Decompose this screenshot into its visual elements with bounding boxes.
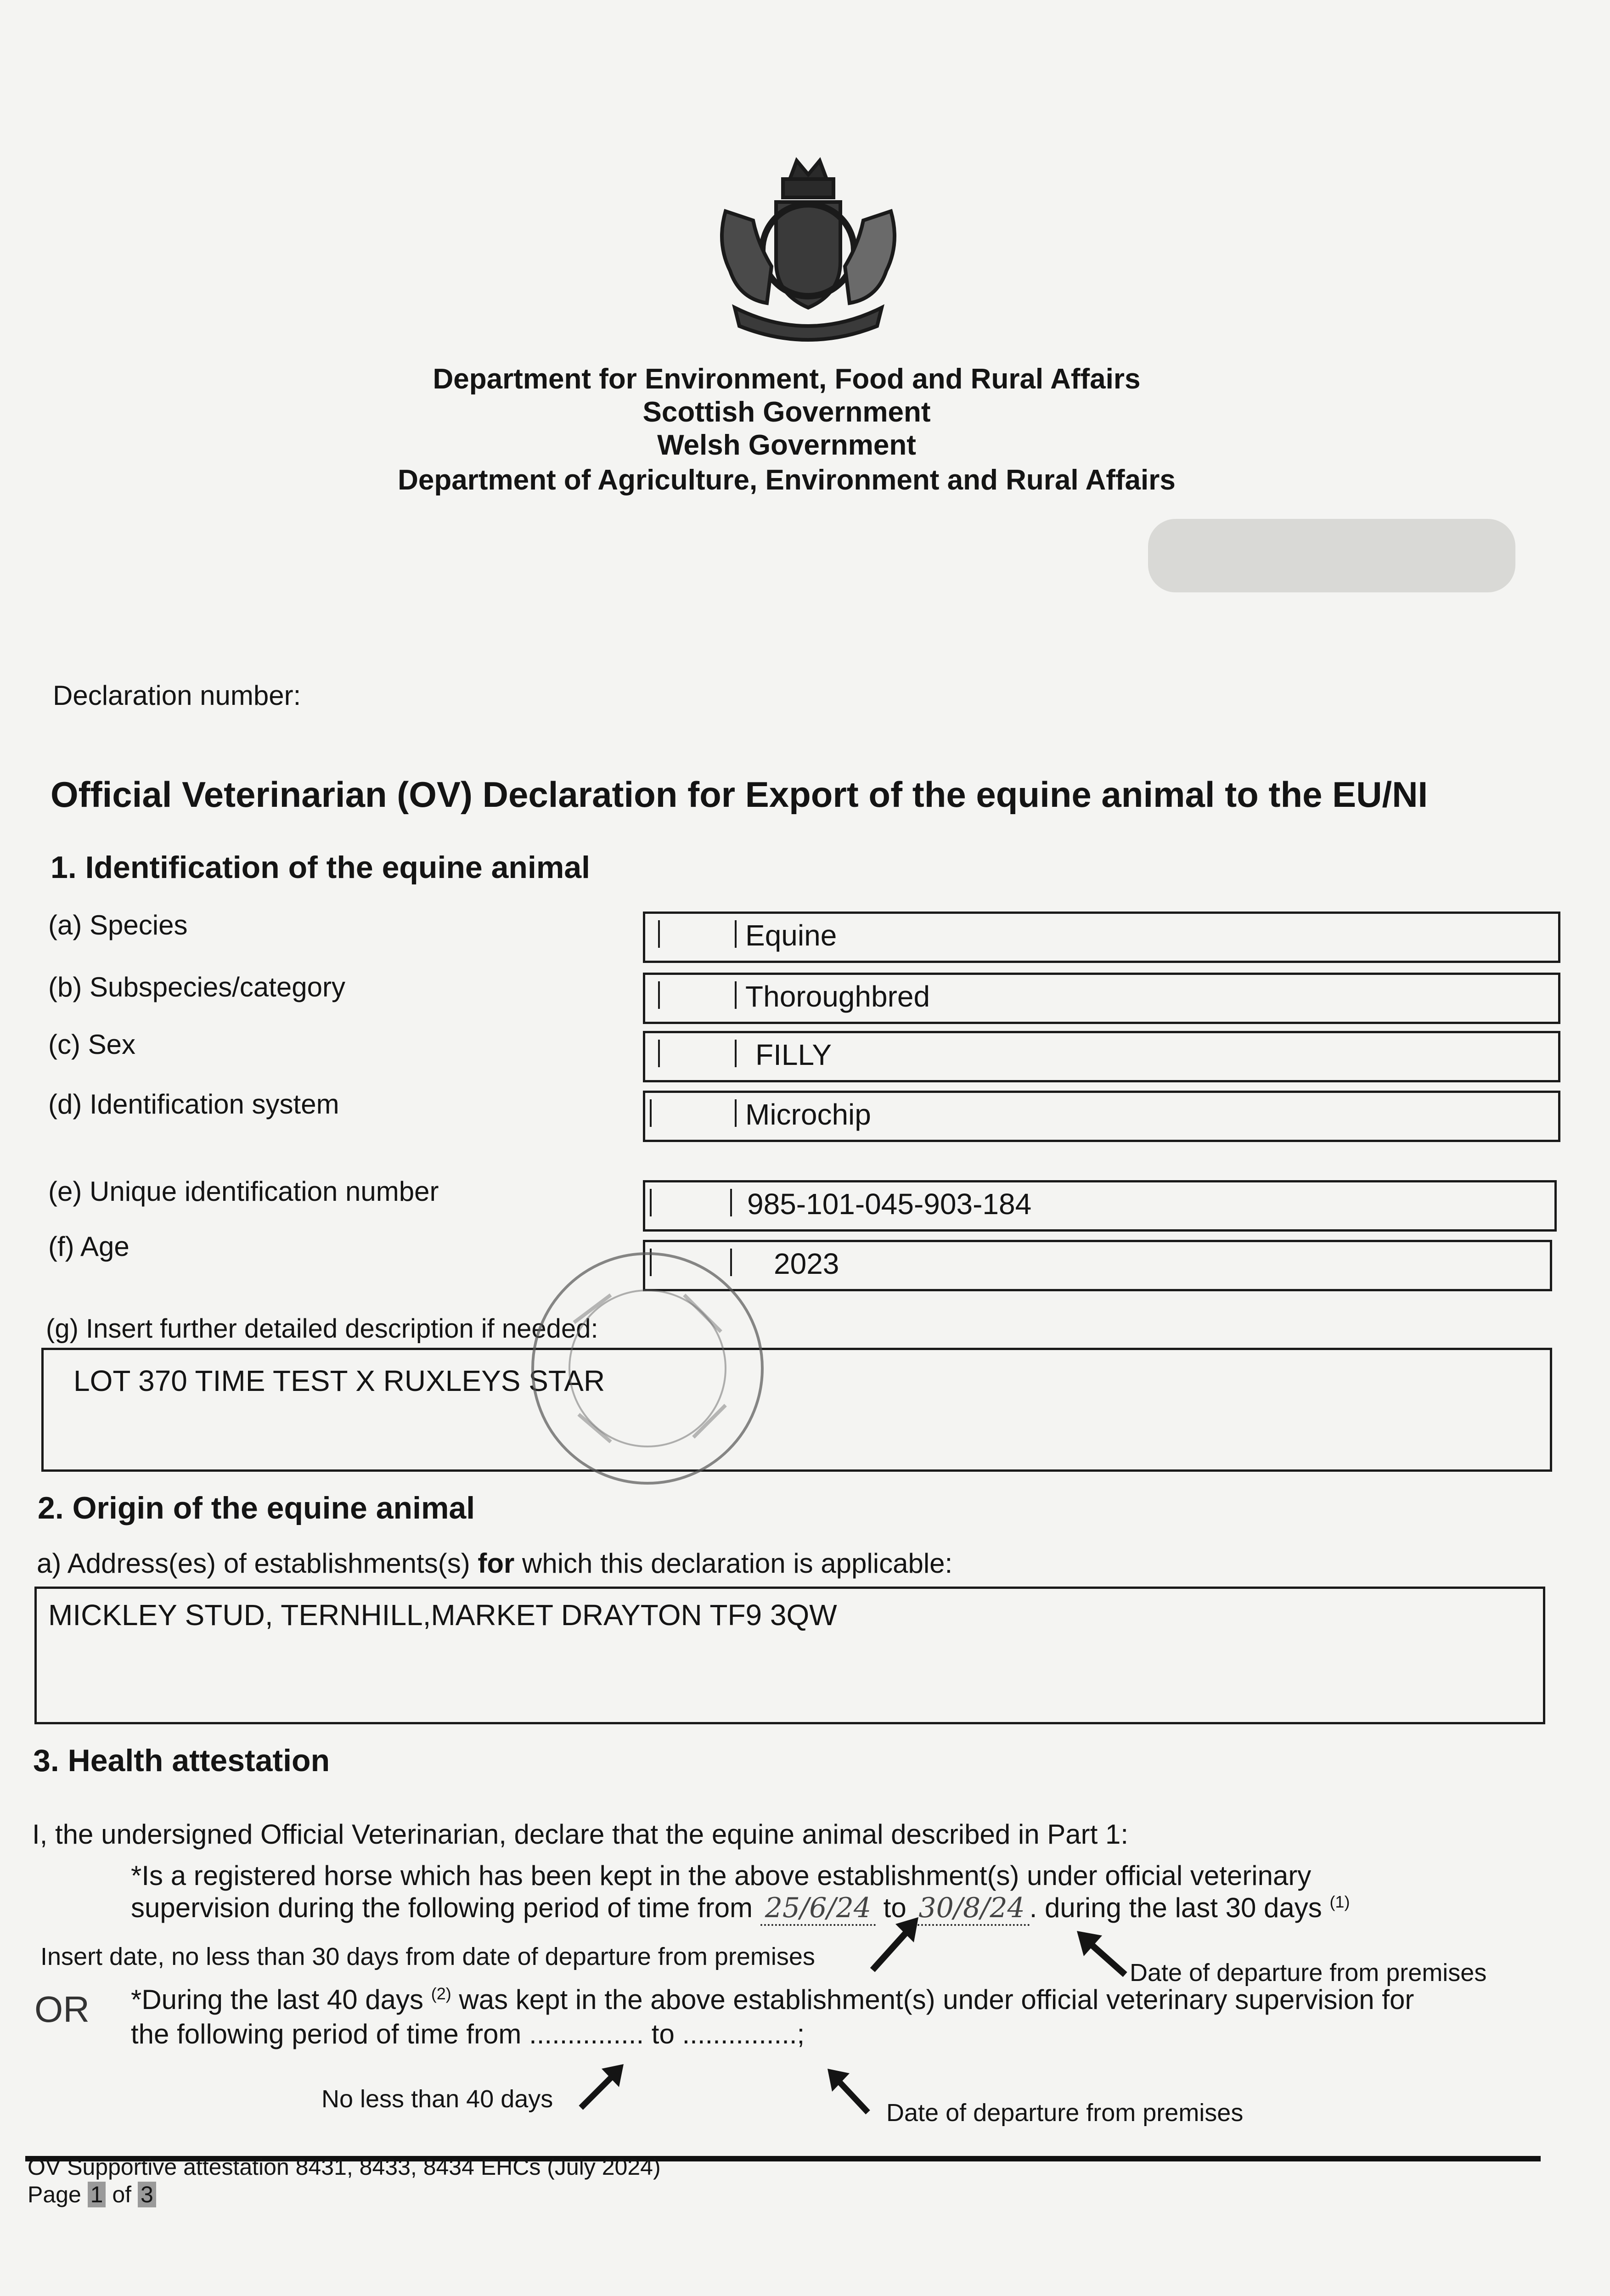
footer-doc-ref: OV Supportive attestation 8431, 8433, 8434 EHCs (July 2024) — [28, 2154, 661, 2180]
unique-id-label: (e) Unique identification number — [48, 1176, 439, 1207]
option-2-line-2: the following period of time from ............... to ...............; — [131, 2019, 805, 2049]
department-line-1: Department for Environment, Food and Rural Affairs — [433, 363, 1141, 395]
identification-system-field[interactable] — [643, 1091, 1560, 1142]
page-of: of — [106, 2182, 138, 2207]
sex-value: FILLY — [755, 1038, 832, 1071]
address-value: MICKLEY STUD, TERNHILL,MARKET DRAYTON TF9 3QW — [48, 1598, 837, 1632]
royal-crest-icon — [698, 152, 918, 344]
age-field[interactable] — [643, 1240, 1552, 1291]
section-3-heading: 3. Health attestation — [33, 1743, 330, 1778]
option-2-text-b: was kept in the above establishment(s) under official veterinary supervision for — [451, 1984, 1414, 2015]
arrow-icon — [863, 1910, 928, 1979]
arrow-icon — [1070, 1924, 1134, 1984]
age-label: (f) Age — [48, 1231, 129, 1262]
page-number: 1 — [88, 2182, 106, 2207]
description-label: (g) Insert further detailed description if needed: — [46, 1314, 598, 1344]
description-value: LOT 370 TIME TEST X RUXLEYS STAR — [73, 1364, 605, 1397]
unique-id-field[interactable] — [643, 1180, 1557, 1232]
identification-system-value: Microchip — [745, 1098, 871, 1131]
to-date[interactable]: 30/8/24 — [914, 1892, 1029, 1926]
address-field[interactable] — [34, 1587, 1545, 1724]
address-label — [37, 1548, 952, 1579]
section-2-heading: 2. Origin of the equine animal — [38, 1491, 475, 1525]
arrow-icon — [822, 2062, 877, 2122]
health-intro: I, the undersigned Official Veterinarian, declare that the equine animal described in Part 1: — [32, 1819, 1129, 1850]
page-title: Official Veterinarian (OV) Declaration for Export of the equine animal to the EU/NI — [51, 774, 1428, 815]
footnote-2: (2) — [431, 1984, 451, 2003]
subspecies-value: Thoroughbred — [745, 980, 930, 1013]
department-line-3: Welsh Government — [657, 429, 916, 461]
departure-note-2: Date of departure from premises — [886, 2099, 1244, 2127]
option-1-line-1: *Is a registered horse which has been kept in the above establishment(s) under official veterinary — [131, 1860, 1312, 1891]
option-1-text-a: supervision during the following period of time from — [131, 1892, 760, 1923]
footnote-1: (1) — [1329, 1892, 1350, 1911]
species-label: (a) Species — [48, 910, 188, 940]
from-date[interactable]: 25/6/24 — [760, 1892, 876, 1926]
section-1-heading: 1. Identification of the equine animal — [51, 850, 591, 885]
species-value: Equine — [745, 919, 837, 952]
page-total: 3 — [138, 2182, 156, 2207]
address-label-part-b: which this declaration is applicable: — [514, 1548, 953, 1579]
forty-days-note: No less than 40 days — [321, 2085, 553, 2113]
insert-date-note: Insert date, no less than 30 days from date of departure from premises — [40, 1943, 815, 1970]
arrow-icon — [574, 2057, 629, 2117]
option-1-text-b: . during the last 30 days — [1029, 1892, 1330, 1923]
option-2-text-a: *During the last 40 days — [131, 1984, 431, 2015]
subspecies-label: (b) Subspecies/category — [48, 972, 345, 1002]
sex-field[interactable] — [643, 1031, 1560, 1082]
option-1-line-2 — [131, 1892, 1350, 1924]
departure-note-1: Date of departure from premises — [1130, 1959, 1487, 1986]
option-1-to: to — [876, 1892, 914, 1923]
page-prefix: Page — [28, 2182, 88, 2207]
age-value: 2023 — [774, 1247, 839, 1280]
address-label-bold: for — [478, 1548, 515, 1579]
description-field[interactable] — [41, 1348, 1552, 1472]
show-through-shape — [1148, 519, 1515, 592]
address-label-part-a: a) Address(es) of establishments(s) — [37, 1548, 478, 1579]
subspecies-field[interactable] — [643, 973, 1560, 1024]
unique-id-value: 985-101-045-903-184 — [747, 1187, 1032, 1221]
official-stamp — [519, 1240, 776, 1497]
department-line-4: Department of Agriculture, Environment and Rural Affairs — [398, 464, 1176, 496]
option-2-line-1 — [131, 1984, 1414, 2015]
department-line-2: Scottish Government — [642, 396, 931, 428]
declaration-number-label: Declaration number: — [53, 680, 301, 711]
footer-page — [28, 2181, 156, 2208]
species-field[interactable] — [643, 912, 1560, 963]
identification-system-label: (d) Identification system — [48, 1089, 339, 1120]
sex-label: (c) Sex — [48, 1029, 136, 1060]
or-label: OR — [34, 1989, 90, 2030]
